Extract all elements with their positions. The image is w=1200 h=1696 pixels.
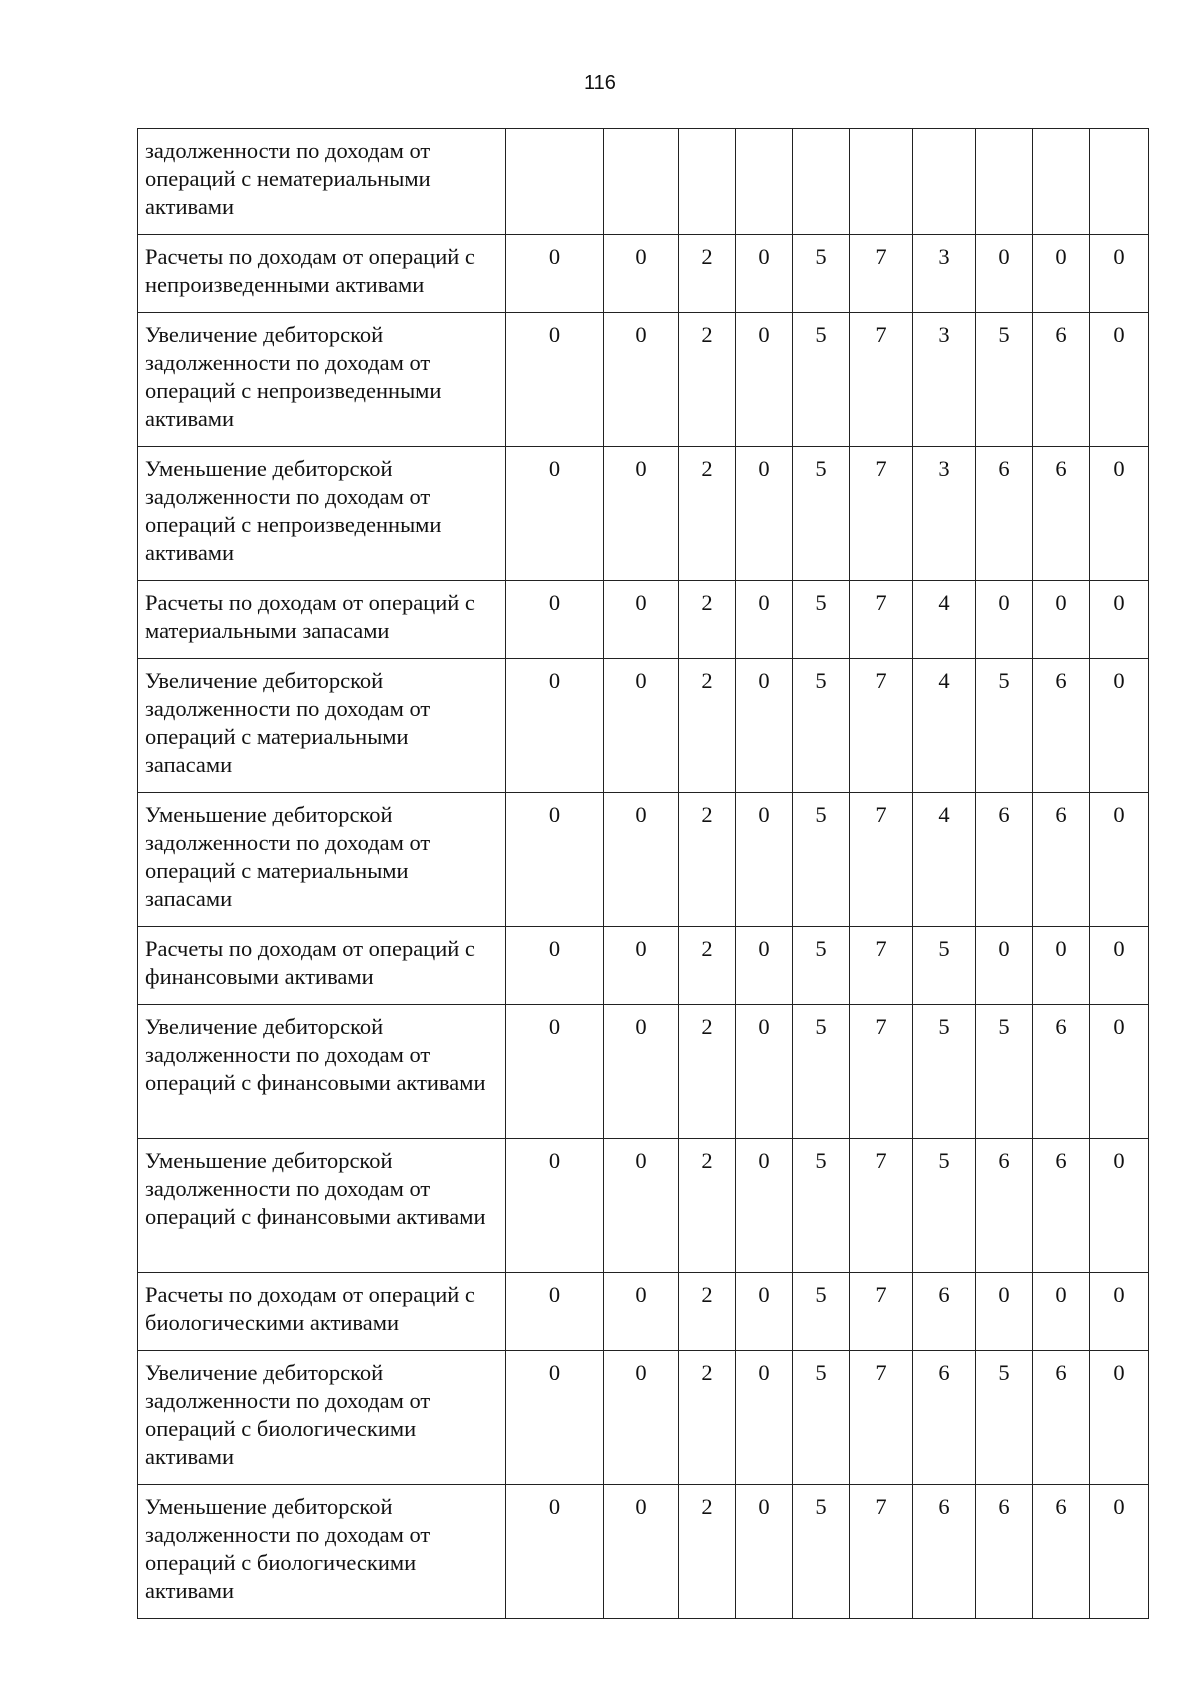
code-digit-cell: 0 (604, 1139, 679, 1273)
code-digit-cell: 5 (793, 1005, 850, 1139)
code-digit-cell: 5 (976, 313, 1033, 447)
code-digit-cell: 5 (913, 927, 976, 1005)
account-name-cell: Увеличение дебиторской задолженности по доходам от операций с материальными запасами (138, 659, 506, 793)
code-digit-cell: 3 (913, 235, 976, 313)
code-digit-cell: 2 (679, 581, 736, 659)
account-name-cell: задолженности по доходам от операций с нематериальными активами (138, 129, 506, 235)
account-name-cell: Уменьшение дебиторской задолженности по доходам от операций с непроизведенными активами (138, 447, 506, 581)
code-digit-cell: 6 (1033, 1485, 1090, 1619)
page-number: 116 (584, 72, 616, 94)
code-digit-cell: 0 (976, 581, 1033, 659)
account-name-cell: Увеличение дебиторской задолженности по доходам от операций с финансовыми активами (138, 1005, 506, 1139)
code-digit-cell: 6 (1033, 447, 1090, 581)
code-digit-cell: 0 (604, 793, 679, 927)
code-digit-cell: 5 (793, 313, 850, 447)
code-digit-cell: 3 (913, 447, 976, 581)
code-digit-cell (1090, 129, 1149, 235)
code-digit-cell: 0 (1090, 1351, 1149, 1485)
code-digit-cell: 0 (506, 659, 604, 793)
code-digit-cell: 5 (976, 659, 1033, 793)
code-digit-cell: 2 (679, 313, 736, 447)
code-digit-cell: 0 (506, 1273, 604, 1351)
table-row (138, 313, 1149, 447)
code-digit-cell: 7 (850, 659, 913, 793)
code-digit-cell: 5 (913, 1005, 976, 1139)
code-digit-cell: 0 (736, 1351, 793, 1485)
code-digit-cell: 7 (850, 793, 913, 927)
code-digit-cell: 5 (976, 1351, 1033, 1485)
code-digit-cell: 2 (679, 793, 736, 927)
code-digit-cell: 5 (793, 659, 850, 793)
code-digit-cell: 6 (1033, 1139, 1090, 1273)
code-digit-cell: 5 (976, 1005, 1033, 1139)
code-digit-cell: 0 (604, 1273, 679, 1351)
code-digit-cell: 7 (850, 1005, 913, 1139)
code-digit-cell: 0 (604, 1351, 679, 1485)
code-digit-cell (604, 129, 679, 235)
code-digit-cell: 0 (506, 1351, 604, 1485)
code-digit-cell: 0 (506, 581, 604, 659)
code-digit-cell: 6 (1033, 1351, 1090, 1485)
code-digit-cell: 7 (850, 313, 913, 447)
code-digit-cell: 0 (506, 793, 604, 927)
code-digit-cell: 0 (506, 235, 604, 313)
code-digit-cell: 5 (793, 235, 850, 313)
account-name-cell: Уменьшение дебиторской задолженности по доходам от операций с биологическими активами (138, 1485, 506, 1619)
code-digit-cell: 6 (913, 1485, 976, 1619)
code-digit-cell: 0 (976, 235, 1033, 313)
code-digit-cell: 5 (793, 1351, 850, 1485)
table-row (138, 1139, 1149, 1273)
code-digit-cell: 2 (679, 1139, 736, 1273)
code-digit-cell: 4 (913, 581, 976, 659)
code-digit-cell: 4 (913, 659, 976, 793)
table-row (138, 793, 1149, 927)
code-digit-cell: 5 (793, 1139, 850, 1273)
account-name-cell: Расчеты по доходам от операций с финансовыми активами (138, 927, 506, 1005)
code-digit-cell: 0 (506, 447, 604, 581)
table-row (138, 927, 1149, 1005)
code-digit-cell (1033, 129, 1090, 235)
code-digit-cell (679, 129, 736, 235)
account-name-cell: Расчеты по доходам от операций с биологическими активами (138, 1273, 506, 1351)
code-digit-cell (976, 129, 1033, 235)
code-digit-cell: 0 (736, 313, 793, 447)
code-digit-cell: 7 (850, 581, 913, 659)
code-digit-cell: 6 (1033, 1005, 1090, 1139)
table-row (138, 1485, 1149, 1619)
code-digit-cell: 0 (1033, 581, 1090, 659)
code-digit-cell: 7 (850, 1139, 913, 1273)
code-digit-cell: 0 (1033, 927, 1090, 1005)
code-digit-cell: 2 (679, 1005, 736, 1139)
code-digit-cell: 0 (604, 1005, 679, 1139)
code-digit-cell: 2 (679, 235, 736, 313)
code-digit-cell: 0 (1090, 927, 1149, 1005)
table-row (138, 1351, 1149, 1485)
code-digit-cell: 0 (736, 447, 793, 581)
code-digit-cell: 0 (1090, 659, 1149, 793)
code-digit-cell: 0 (976, 927, 1033, 1005)
code-digit-cell: 0 (604, 235, 679, 313)
code-digit-cell: 6 (976, 1139, 1033, 1273)
code-digit-cell: 0 (604, 1485, 679, 1619)
code-digit-cell: 0 (736, 793, 793, 927)
code-digit-cell: 0 (1033, 1273, 1090, 1351)
account-name-cell: Уменьшение дебиторской задолженности по доходам от операций с материальными запасами (138, 793, 506, 927)
code-digit-cell: 2 (679, 1351, 736, 1485)
code-digit-cell: 0 (1033, 235, 1090, 313)
code-digit-cell (506, 129, 604, 235)
table-row (138, 1005, 1149, 1139)
table-body (138, 129, 1149, 1619)
table-row (138, 129, 1149, 235)
code-digit-cell: 0 (1090, 1273, 1149, 1351)
code-digit-cell: 0 (736, 581, 793, 659)
code-digit-cell: 0 (604, 313, 679, 447)
code-digit-cell: 2 (679, 927, 736, 1005)
code-digit-cell: 0 (1090, 235, 1149, 313)
table-row (138, 1273, 1149, 1351)
code-digit-cell: 6 (976, 793, 1033, 927)
code-digit-cell: 0 (506, 1485, 604, 1619)
code-digit-cell: 6 (976, 447, 1033, 581)
code-digit-cell: 0 (506, 927, 604, 1005)
code-digit-cell: 7 (850, 235, 913, 313)
code-digit-cell: 0 (604, 581, 679, 659)
account-name-cell: Увеличение дебиторской задолженности по доходам от операций с биологическими активами (138, 1351, 506, 1485)
code-digit-cell: 0 (1090, 1485, 1149, 1619)
code-digit-cell: 2 (679, 659, 736, 793)
code-digit-cell: 2 (679, 447, 736, 581)
code-digit-cell: 0 (1090, 313, 1149, 447)
code-digit-cell (850, 129, 913, 235)
table-row (138, 581, 1149, 659)
account-name-cell: Расчеты по доходам от операций с материальными запасами (138, 581, 506, 659)
code-digit-cell: 0 (736, 1273, 793, 1351)
code-digit-cell: 7 (850, 1351, 913, 1485)
code-digit-cell: 2 (679, 1273, 736, 1351)
code-digit-cell: 0 (506, 1005, 604, 1139)
code-digit-cell: 7 (850, 927, 913, 1005)
code-digit-cell: 5 (793, 581, 850, 659)
code-digit-cell: 0 (736, 1139, 793, 1273)
code-digit-cell: 2 (679, 1485, 736, 1619)
account-name-cell: Увеличение дебиторской задолженности по доходам от операций с непроизведенными активами (138, 313, 506, 447)
table-row (138, 235, 1149, 313)
code-digit-cell: 7 (850, 1273, 913, 1351)
code-digit-cell: 0 (1090, 1139, 1149, 1273)
code-digit-cell (736, 129, 793, 235)
code-digit-cell: 5 (793, 1485, 850, 1619)
table-row (138, 659, 1149, 793)
code-digit-cell: 5 (793, 447, 850, 581)
code-digit-cell: 6 (913, 1273, 976, 1351)
code-digit-cell: 7 (850, 1485, 913, 1619)
code-digit-cell: 0 (1090, 581, 1149, 659)
code-digit-cell (793, 129, 850, 235)
code-digit-cell: 0 (736, 1005, 793, 1139)
code-digit-cell: 6 (1033, 659, 1090, 793)
code-digit-cell: 0 (506, 313, 604, 447)
code-digit-cell: 0 (604, 659, 679, 793)
code-digit-cell: 6 (1033, 313, 1090, 447)
code-digit-cell: 7 (850, 447, 913, 581)
account-name-cell: Расчеты по доходам от операций с непроизведенными активами (138, 235, 506, 313)
code-digit-cell: 4 (913, 793, 976, 927)
code-digit-cell: 5 (793, 793, 850, 927)
code-digit-cell: 0 (604, 447, 679, 581)
code-digit-cell: 6 (1033, 793, 1090, 927)
code-digit-cell: 0 (1090, 447, 1149, 581)
code-digit-cell: 0 (1090, 793, 1149, 927)
code-digit-cell: 0 (736, 1485, 793, 1619)
table-row (138, 447, 1149, 581)
code-digit-cell: 6 (913, 1351, 976, 1485)
code-digit-cell: 0 (976, 1273, 1033, 1351)
account-codes-table (137, 128, 1149, 1619)
code-digit-cell: 0 (736, 235, 793, 313)
code-digit-cell: 0 (736, 659, 793, 793)
code-digit-cell: 0 (604, 927, 679, 1005)
code-digit-cell: 0 (506, 1139, 604, 1273)
code-digit-cell: 0 (736, 927, 793, 1005)
code-digit-cell: 3 (913, 313, 976, 447)
account-name-cell: Уменьшение дебиторской задолженности по доходам от операций с финансовыми активами (138, 1139, 506, 1273)
code-digit-cell: 5 (793, 1273, 850, 1351)
code-digit-cell: 6 (976, 1485, 1033, 1619)
code-digit-cell (913, 129, 976, 235)
code-digit-cell: 5 (913, 1139, 976, 1273)
code-digit-cell: 0 (1090, 1005, 1149, 1139)
code-digit-cell: 5 (793, 927, 850, 1005)
